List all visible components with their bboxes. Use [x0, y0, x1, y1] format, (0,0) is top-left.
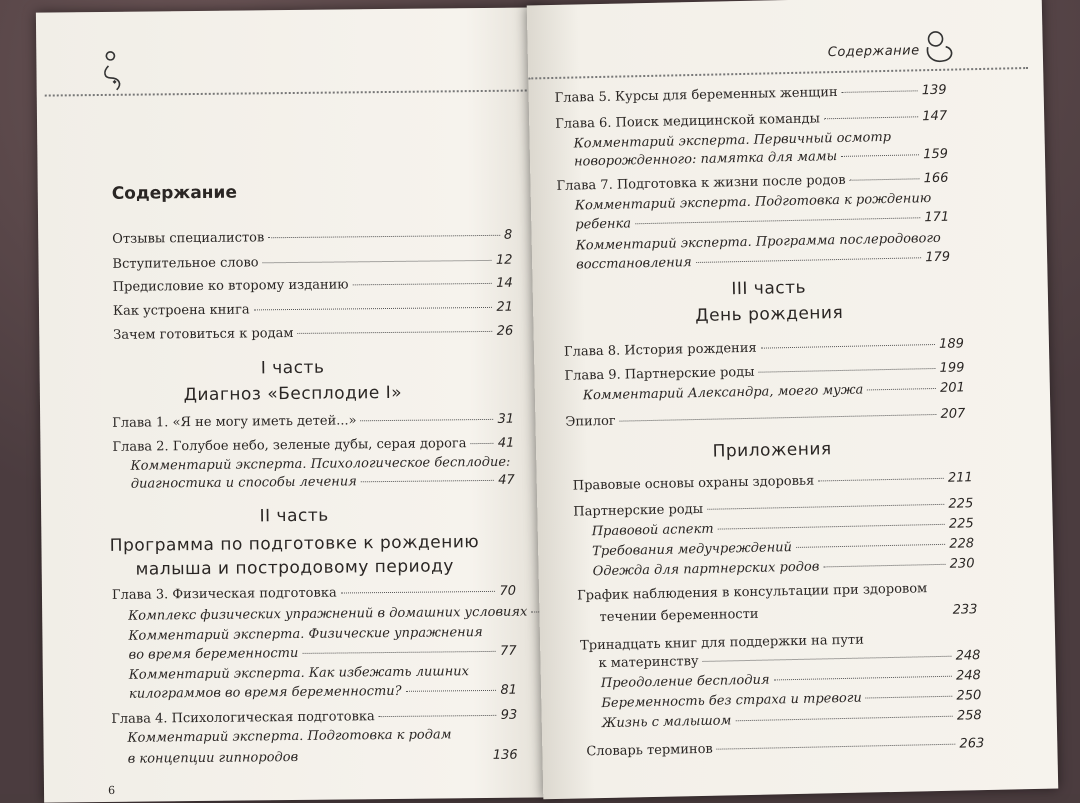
part-2-label: II часть	[259, 505, 329, 527]
toc-entry: течении беременности 233	[599, 602, 978, 626]
part-3-title: День рождения	[695, 302, 844, 327]
toc-subentry: Преодоление бесплодия 248	[600, 668, 982, 692]
appendix-title: Приложения	[712, 439, 832, 462]
toc-subentry: Комментарий эксперта. Физические упражнения	[128, 625, 483, 644]
pregnant-woman-logo	[96, 54, 136, 94]
toc-subentry: Комплекс физических упражнений в домашних условиях	[128, 605, 516, 624]
toc-subentry: Комментарий эксперта. Программа послеродового	[575, 230, 941, 254]
part-2-title-line1: Программа по подготовке к рождению	[109, 532, 480, 556]
toc-subentry: Беременность без страха и тревоги 250	[601, 688, 982, 712]
toc-subentry: Жизнь с малышом 258	[601, 708, 982, 732]
baby-logo	[919, 26, 960, 67]
toc-subentry: Требования медучреждений 228	[592, 536, 975, 560]
contents-title: Содержание	[111, 182, 238, 204]
toc-subentry: во время беременности 77	[128, 643, 517, 663]
toc-entry: к материнству 248	[598, 648, 981, 672]
toc-subentry: ребенка 171	[575, 209, 950, 233]
toc-entry: Отзывы специалистов 8	[112, 227, 513, 247]
toc-entry: График наблюдения в консультации при здоровом	[576, 581, 928, 604]
toc-entry: Глава 8. История рождения 189	[563, 336, 965, 360]
toc-subentry: Одежда для партнерских родов 230	[592, 556, 975, 580]
running-header: Содержание	[827, 43, 920, 61]
toc-entry: Словарь терминов 263	[586, 736, 985, 760]
toc-subentry: восстановления 179	[576, 249, 951, 273]
toc-entry: Глава 1. «Я не могу иметь детей...» 31	[112, 411, 515, 431]
toc-entry: Глава 6. Поиск медицинской команды 147	[555, 108, 948, 132]
toc-subentry: Комментарий эксперта. Подготовка к родам	[127, 727, 452, 746]
toc-subentry: Правовой аспект 225	[591, 516, 974, 540]
toc-entry: Зачем готовиться к родам 26	[113, 323, 514, 343]
page-number: 6	[107, 783, 116, 797]
header-divider	[528, 67, 1028, 79]
right-page	[527, 0, 1059, 799]
toc-entry: Партнерские роды 225	[573, 496, 974, 520]
toc-subentry: Комментарий эксперта. Первичный осмотр	[573, 129, 892, 152]
toc-subentry: Комментарий эксперта. Психологическое бесплодие:	[130, 454, 511, 474]
toc-entry: Глава 2. Голубое небо, зеленые дубы, серая дорога 41	[112, 435, 515, 455]
toc-subentry: в концепции гипнородов 136	[127, 747, 518, 767]
toc-entry: Глава 9. Партнерские роды 199	[564, 360, 965, 384]
toc-entry: Правовые основы охраны здоровья 211	[572, 470, 973, 494]
toc-entry: Глава 3. Физическая подготовка 70	[111, 583, 517, 603]
toc-subentry: Комментарий эксперта. Подготовка к рождению	[574, 191, 932, 214]
part-1-label: I часть	[260, 357, 325, 379]
part-1-title: Диагноз «Бесплодие I»	[183, 382, 403, 406]
toc-entry: Предисловие ко второму изданию 14	[112, 275, 513, 295]
toc-subentry: килограммов во время беременности? 81	[128, 682, 518, 702]
toc-entry: Глава 4. Психологическая подготовка 93	[111, 707, 518, 727]
toc-entry: Вступительное слово 12	[112, 252, 513, 272]
part-2-title-line2: малыша и постродовому периоду	[135, 556, 454, 580]
toc-entry: Глава 7. Подготовка к жизни после родов 166	[556, 170, 949, 194]
toc-subentry: Комментарий Александра, моего мужа 201	[582, 380, 966, 404]
left-page	[36, 7, 550, 802]
toc-subentry: диагностика и способы лечения 47	[130, 472, 515, 492]
part-3-label: III часть	[731, 277, 807, 300]
toc-subentry: новорожденного: памятка для мамы 159	[573, 146, 949, 170]
toc-entry: Тринадцать книг для поддержки на пути	[580, 632, 864, 654]
toc-entry: Как устроена книга 21	[112, 299, 514, 319]
toc-entry: Эпилог 207	[565, 406, 966, 430]
toc-subentry: Комментарий эксперта. Как избежать лишних	[128, 664, 470, 683]
toc-entry: Глава 5. Курсы для беременных женщин 139	[554, 82, 947, 106]
